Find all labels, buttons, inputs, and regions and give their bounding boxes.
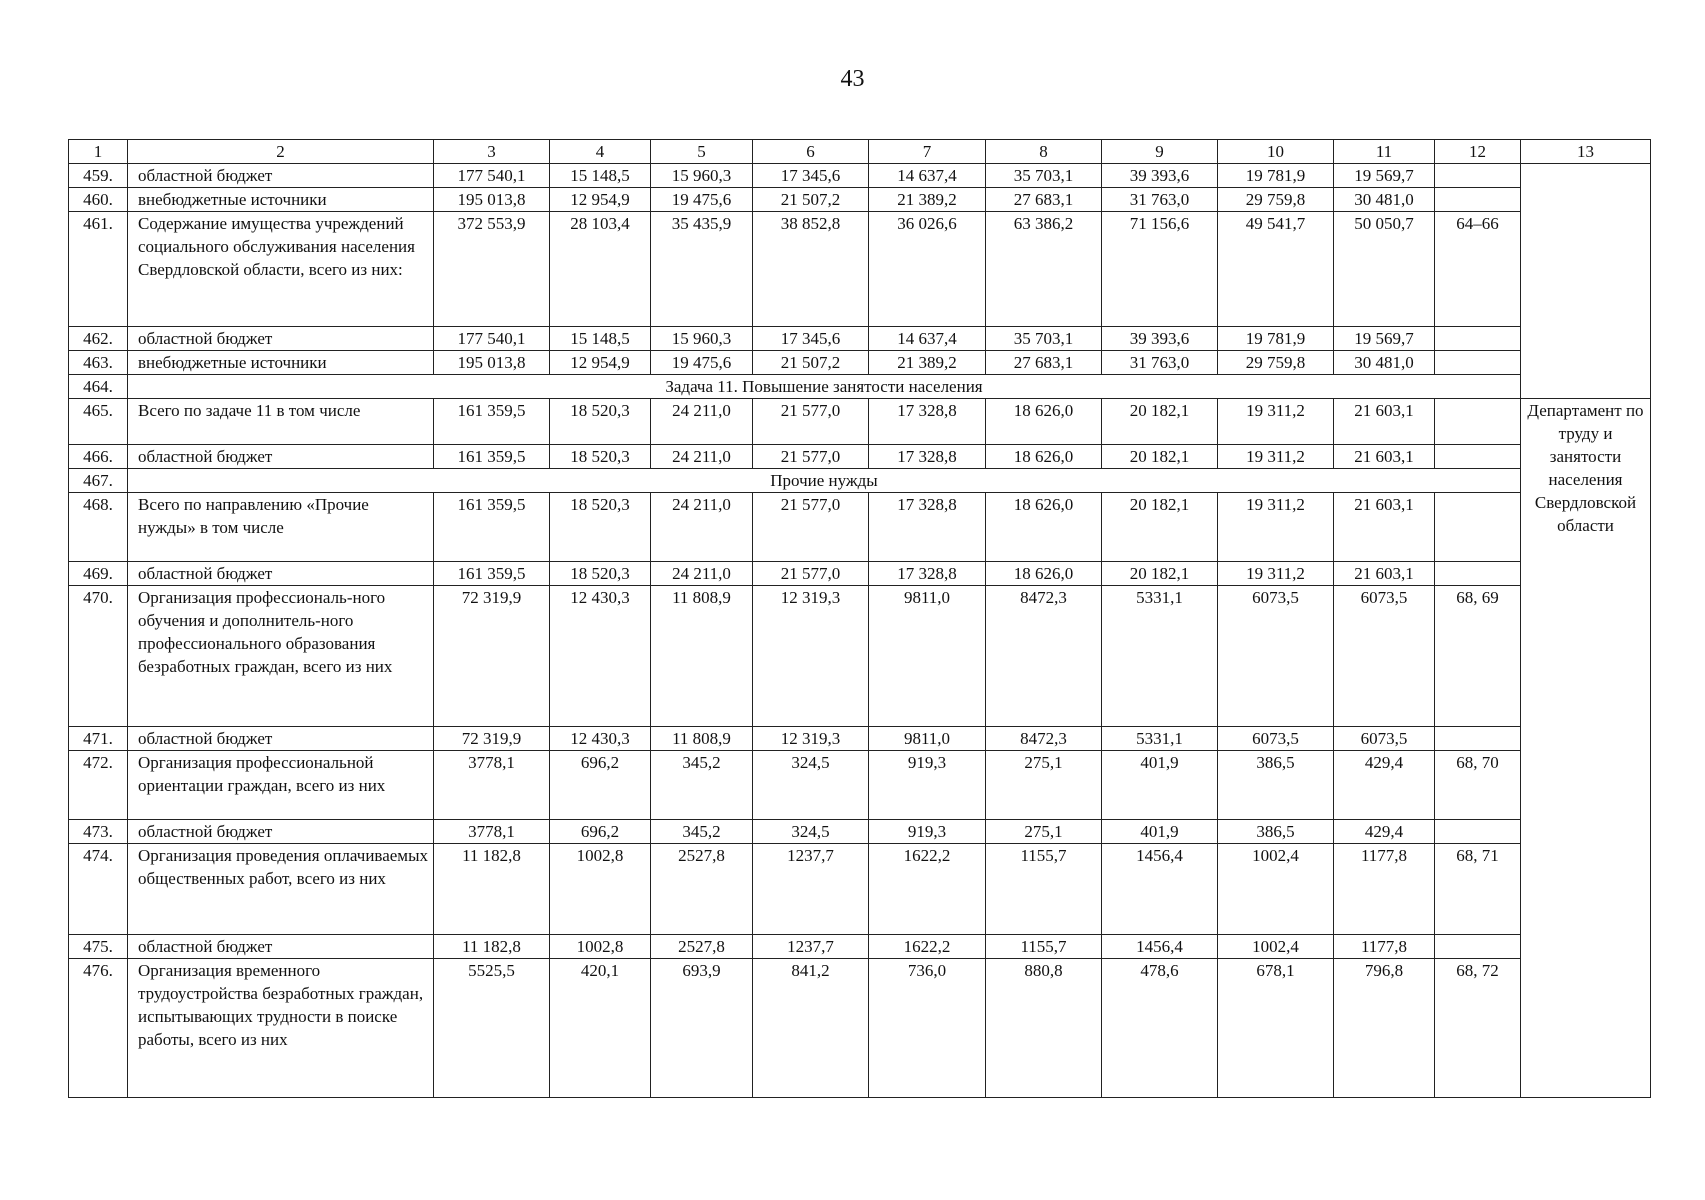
value-cell: 19 311,2 (1218, 562, 1334, 586)
value-cell: 11 808,9 (651, 586, 753, 727)
header-cell: 4 (550, 140, 651, 164)
value-cell: 6073,5 (1334, 727, 1435, 751)
value-cell: 5331,1 (1102, 586, 1218, 727)
header-cell: 12 (1435, 140, 1521, 164)
value-cell: 63 386,2 (986, 212, 1102, 327)
item-name: областной бюджет (128, 445, 434, 469)
row-number: 462. (69, 327, 128, 351)
row-number: 471. (69, 727, 128, 751)
row-number: 463. (69, 351, 128, 375)
row-number: 468. (69, 493, 128, 562)
value-cell: 696,2 (550, 751, 651, 820)
row-number: 473. (69, 820, 128, 844)
table-row (69, 351, 1651, 375)
value-cell: 20 182,1 (1102, 445, 1218, 469)
value-cell: 1155,7 (986, 935, 1102, 959)
row-number: 467. (69, 469, 128, 493)
value-cell: 12 954,9 (550, 188, 651, 212)
value-cell: 12 319,3 (753, 727, 869, 751)
table-row (69, 375, 1651, 399)
value-cell: 71 156,6 (1102, 212, 1218, 327)
item-name: областной бюджет (128, 727, 434, 751)
value-cell: 20 182,1 (1102, 493, 1218, 562)
item-name: областной бюджет (128, 935, 434, 959)
value-cell: 21 577,0 (753, 562, 869, 586)
target-indicator-ref: 68, 70 (1435, 751, 1521, 820)
target-indicator-ref: 68, 72 (1435, 959, 1521, 1098)
value-cell: 880,8 (986, 959, 1102, 1098)
value-cell: 161 359,5 (434, 493, 550, 562)
value-cell: 27 683,1 (986, 188, 1102, 212)
value-cell: 21 603,1 (1334, 445, 1435, 469)
target-indicator-ref (1435, 188, 1521, 212)
table-row (69, 327, 1651, 351)
value-cell: 1002,8 (550, 844, 651, 935)
table-row (69, 399, 1651, 445)
value-cell: 31 763,0 (1102, 188, 1218, 212)
value-cell: 6073,5 (1218, 586, 1334, 727)
target-indicator-ref (1435, 935, 1521, 959)
value-cell: 1456,4 (1102, 844, 1218, 935)
value-cell: 14 637,4 (869, 164, 986, 188)
value-cell: 19 569,7 (1334, 327, 1435, 351)
value-cell: 17 328,8 (869, 562, 986, 586)
header-cell: 9 (1102, 140, 1218, 164)
row-number: 474. (69, 844, 128, 935)
section-heading: Прочие нужды (128, 469, 1521, 493)
value-cell: 9811,0 (869, 727, 986, 751)
value-cell: 401,9 (1102, 820, 1218, 844)
value-cell: 678,1 (1218, 959, 1334, 1098)
executor-cell-empty (1521, 164, 1651, 399)
table-row (69, 212, 1651, 327)
value-cell: 12 430,3 (550, 586, 651, 727)
value-cell: 2527,8 (651, 844, 753, 935)
value-cell: 429,4 (1334, 751, 1435, 820)
value-cell: 39 393,6 (1102, 164, 1218, 188)
table-row (69, 445, 1651, 469)
item-name: областной бюджет (128, 327, 434, 351)
target-indicator-ref (1435, 399, 1521, 445)
row-number: 472. (69, 751, 128, 820)
value-cell: 18 626,0 (986, 493, 1102, 562)
header-cell: 3 (434, 140, 550, 164)
value-cell: 1237,7 (753, 844, 869, 935)
target-indicator-ref (1435, 727, 1521, 751)
value-cell: 372 553,9 (434, 212, 550, 327)
value-cell: 195 013,8 (434, 351, 550, 375)
table-row (69, 469, 1651, 493)
value-cell: 1002,8 (550, 935, 651, 959)
value-cell: 21 389,2 (869, 188, 986, 212)
value-cell: 17 328,8 (869, 445, 986, 469)
value-cell: 1622,2 (869, 844, 986, 935)
header-cell: 7 (869, 140, 986, 164)
value-cell: 27 683,1 (986, 351, 1102, 375)
target-indicator-ref: 68, 69 (1435, 586, 1521, 727)
table-row (69, 188, 1651, 212)
row-number: 461. (69, 212, 128, 327)
value-cell: 9811,0 (869, 586, 986, 727)
value-cell: 24 211,0 (651, 399, 753, 445)
header-cell: 8 (986, 140, 1102, 164)
header-row (69, 140, 1651, 164)
value-cell: 3778,1 (434, 820, 550, 844)
value-cell: 5525,5 (434, 959, 550, 1098)
value-cell: 2527,8 (651, 935, 753, 959)
value-cell: 19 311,2 (1218, 445, 1334, 469)
item-name: Всего по задаче 11 в том числе (128, 399, 434, 445)
value-cell: 5331,1 (1102, 727, 1218, 751)
target-indicator-ref (1435, 562, 1521, 586)
value-cell: 161 359,5 (434, 399, 550, 445)
value-cell: 275,1 (986, 820, 1102, 844)
value-cell: 19 311,2 (1218, 399, 1334, 445)
table-row (69, 820, 1651, 844)
value-cell: 21 603,1 (1334, 493, 1435, 562)
table-row (69, 935, 1651, 959)
value-cell: 21 577,0 (753, 493, 869, 562)
target-indicator-ref (1435, 820, 1521, 844)
value-cell: 161 359,5 (434, 562, 550, 586)
value-cell: 30 481,0 (1334, 351, 1435, 375)
value-cell: 20 182,1 (1102, 562, 1218, 586)
section-heading: Задача 11. Повышение занятости населения (128, 375, 1521, 399)
value-cell: 3778,1 (434, 751, 550, 820)
value-cell: 29 759,8 (1218, 351, 1334, 375)
value-cell: 36 026,6 (869, 212, 986, 327)
value-cell: 11 182,8 (434, 935, 550, 959)
table-row (69, 586, 1651, 727)
value-cell: 324,5 (753, 820, 869, 844)
item-name: Организация временного трудоустройства безработных граждан, испытывающих трудности в поиске работы, всего из них (128, 959, 434, 1098)
row-number: 460. (69, 188, 128, 212)
value-cell: 18 520,3 (550, 562, 651, 586)
value-cell: 38 852,8 (753, 212, 869, 327)
value-cell: 12 430,3 (550, 727, 651, 751)
value-cell: 324,5 (753, 751, 869, 820)
value-cell: 30 481,0 (1334, 188, 1435, 212)
value-cell: 19 475,6 (651, 188, 753, 212)
value-cell: 72 319,9 (434, 586, 550, 727)
value-cell: 478,6 (1102, 959, 1218, 1098)
value-cell: 28 103,4 (550, 212, 651, 327)
item-name: внебюджетные источники (128, 351, 434, 375)
row-number: 466. (69, 445, 128, 469)
value-cell: 24 211,0 (651, 562, 753, 586)
executor-cell: Департамент по труду и занятости населения Свердловской области (1521, 399, 1651, 1098)
row-number: 470. (69, 586, 128, 727)
value-cell: 17 345,6 (753, 164, 869, 188)
header-cell: 11 (1334, 140, 1435, 164)
value-cell: 8472,3 (986, 727, 1102, 751)
value-cell: 21 603,1 (1334, 399, 1435, 445)
value-cell: 12 954,9 (550, 351, 651, 375)
value-cell: 1177,8 (1334, 935, 1435, 959)
value-cell: 18 520,3 (550, 399, 651, 445)
row-number: 476. (69, 959, 128, 1098)
value-cell: 420,1 (550, 959, 651, 1098)
value-cell: 24 211,0 (651, 493, 753, 562)
value-cell: 18 520,3 (550, 445, 651, 469)
value-cell: 1456,4 (1102, 935, 1218, 959)
value-cell: 21 507,2 (753, 188, 869, 212)
value-cell: 8472,3 (986, 586, 1102, 727)
value-cell: 19 569,7 (1334, 164, 1435, 188)
table-row (69, 959, 1651, 1098)
value-cell: 15 960,3 (651, 327, 753, 351)
value-cell: 18 626,0 (986, 562, 1102, 586)
value-cell: 429,4 (1334, 820, 1435, 844)
value-cell: 1177,8 (1334, 844, 1435, 935)
value-cell: 35 703,1 (986, 327, 1102, 351)
value-cell: 6073,5 (1218, 727, 1334, 751)
value-cell: 21 507,2 (753, 351, 869, 375)
target-indicator-ref (1435, 327, 1521, 351)
row-number: 465. (69, 399, 128, 445)
value-cell: 696,2 (550, 820, 651, 844)
table-row (69, 164, 1651, 188)
target-indicator-ref (1435, 351, 1521, 375)
item-name: Организация профессиональ-ного обучения и дополнитель-ного профессионального образования безработных граждан, всего из них (128, 586, 434, 727)
value-cell: 177 540,1 (434, 164, 550, 188)
value-cell: 39 393,6 (1102, 327, 1218, 351)
value-cell: 1155,7 (986, 844, 1102, 935)
value-cell: 20 182,1 (1102, 399, 1218, 445)
value-cell: 31 763,0 (1102, 351, 1218, 375)
value-cell: 1622,2 (869, 935, 986, 959)
value-cell: 12 319,3 (753, 586, 869, 727)
value-cell: 11 808,9 (651, 727, 753, 751)
value-cell: 919,3 (869, 751, 986, 820)
value-cell: 736,0 (869, 959, 986, 1098)
row-number: 475. (69, 935, 128, 959)
target-indicator-ref: 64–66 (1435, 212, 1521, 327)
header-cell: 1 (69, 140, 128, 164)
value-cell: 72 319,9 (434, 727, 550, 751)
target-indicator-ref (1435, 493, 1521, 562)
value-cell: 6073,5 (1334, 586, 1435, 727)
table-row (69, 844, 1651, 935)
value-cell: 24 211,0 (651, 445, 753, 469)
row-number: 459. (69, 164, 128, 188)
value-cell: 11 182,8 (434, 844, 550, 935)
value-cell: 49 541,7 (1218, 212, 1334, 327)
value-cell: 19 311,2 (1218, 493, 1334, 562)
value-cell: 796,8 (1334, 959, 1435, 1098)
value-cell: 17 328,8 (869, 399, 986, 445)
table-row (69, 727, 1651, 751)
value-cell: 919,3 (869, 820, 986, 844)
item-name: областной бюджет (128, 164, 434, 188)
value-cell: 35 703,1 (986, 164, 1102, 188)
item-name: внебюджетные источники (128, 188, 434, 212)
value-cell: 275,1 (986, 751, 1102, 820)
row-number: 469. (69, 562, 128, 586)
item-name: областной бюджет (128, 562, 434, 586)
value-cell: 345,2 (651, 751, 753, 820)
value-cell: 17 328,8 (869, 493, 986, 562)
value-cell: 17 345,6 (753, 327, 869, 351)
value-cell: 177 540,1 (434, 327, 550, 351)
item-name: областной бюджет (128, 820, 434, 844)
value-cell: 693,9 (651, 959, 753, 1098)
value-cell: 15 148,5 (550, 164, 651, 188)
value-cell: 386,5 (1218, 820, 1334, 844)
value-cell: 18 520,3 (550, 493, 651, 562)
target-indicator-ref (1435, 445, 1521, 469)
value-cell: 401,9 (1102, 751, 1218, 820)
value-cell: 161 359,5 (434, 445, 550, 469)
table-row (69, 751, 1651, 820)
value-cell: 19 781,9 (1218, 327, 1334, 351)
value-cell: 21 389,2 (869, 351, 986, 375)
table-row (69, 562, 1651, 586)
value-cell: 345,2 (651, 820, 753, 844)
value-cell: 21 577,0 (753, 445, 869, 469)
table-row (69, 493, 1651, 562)
value-cell: 50 050,7 (1334, 212, 1435, 327)
item-name: Всего по направлению «Прочие нужды» в том числе (128, 493, 434, 562)
target-indicator-ref: 68, 71 (1435, 844, 1521, 935)
header-cell: 2 (128, 140, 434, 164)
item-name: Организация проведения оплачиваемых общественных работ, всего из них (128, 844, 434, 935)
value-cell: 35 435,9 (651, 212, 753, 327)
value-cell: 15 960,3 (651, 164, 753, 188)
value-cell: 21 577,0 (753, 399, 869, 445)
value-cell: 18 626,0 (986, 399, 1102, 445)
budget-table (68, 139, 1651, 1098)
value-cell: 21 603,1 (1334, 562, 1435, 586)
item-name: Организация профессиональной ориентации граждан, всего из них (128, 751, 434, 820)
header-cell: 13 (1521, 140, 1651, 164)
value-cell: 29 759,8 (1218, 188, 1334, 212)
header-cell: 5 (651, 140, 753, 164)
value-cell: 195 013,8 (434, 188, 550, 212)
value-cell: 14 637,4 (869, 327, 986, 351)
header-cell: 6 (753, 140, 869, 164)
value-cell: 1237,7 (753, 935, 869, 959)
value-cell: 841,2 (753, 959, 869, 1098)
value-cell: 19 475,6 (651, 351, 753, 375)
row-number: 464. (69, 375, 128, 399)
value-cell: 15 148,5 (550, 327, 651, 351)
target-indicator-ref (1435, 164, 1521, 188)
page-number: 43 (840, 66, 865, 92)
header-cell: 10 (1218, 140, 1334, 164)
value-cell: 18 626,0 (986, 445, 1102, 469)
item-name: Содержание имущества учреждений социального обслуживания населения Свердловской области, всего из них: (128, 212, 434, 327)
value-cell: 386,5 (1218, 751, 1334, 820)
value-cell: 19 781,9 (1218, 164, 1334, 188)
value-cell: 1002,4 (1218, 935, 1334, 959)
value-cell: 1002,4 (1218, 844, 1334, 935)
